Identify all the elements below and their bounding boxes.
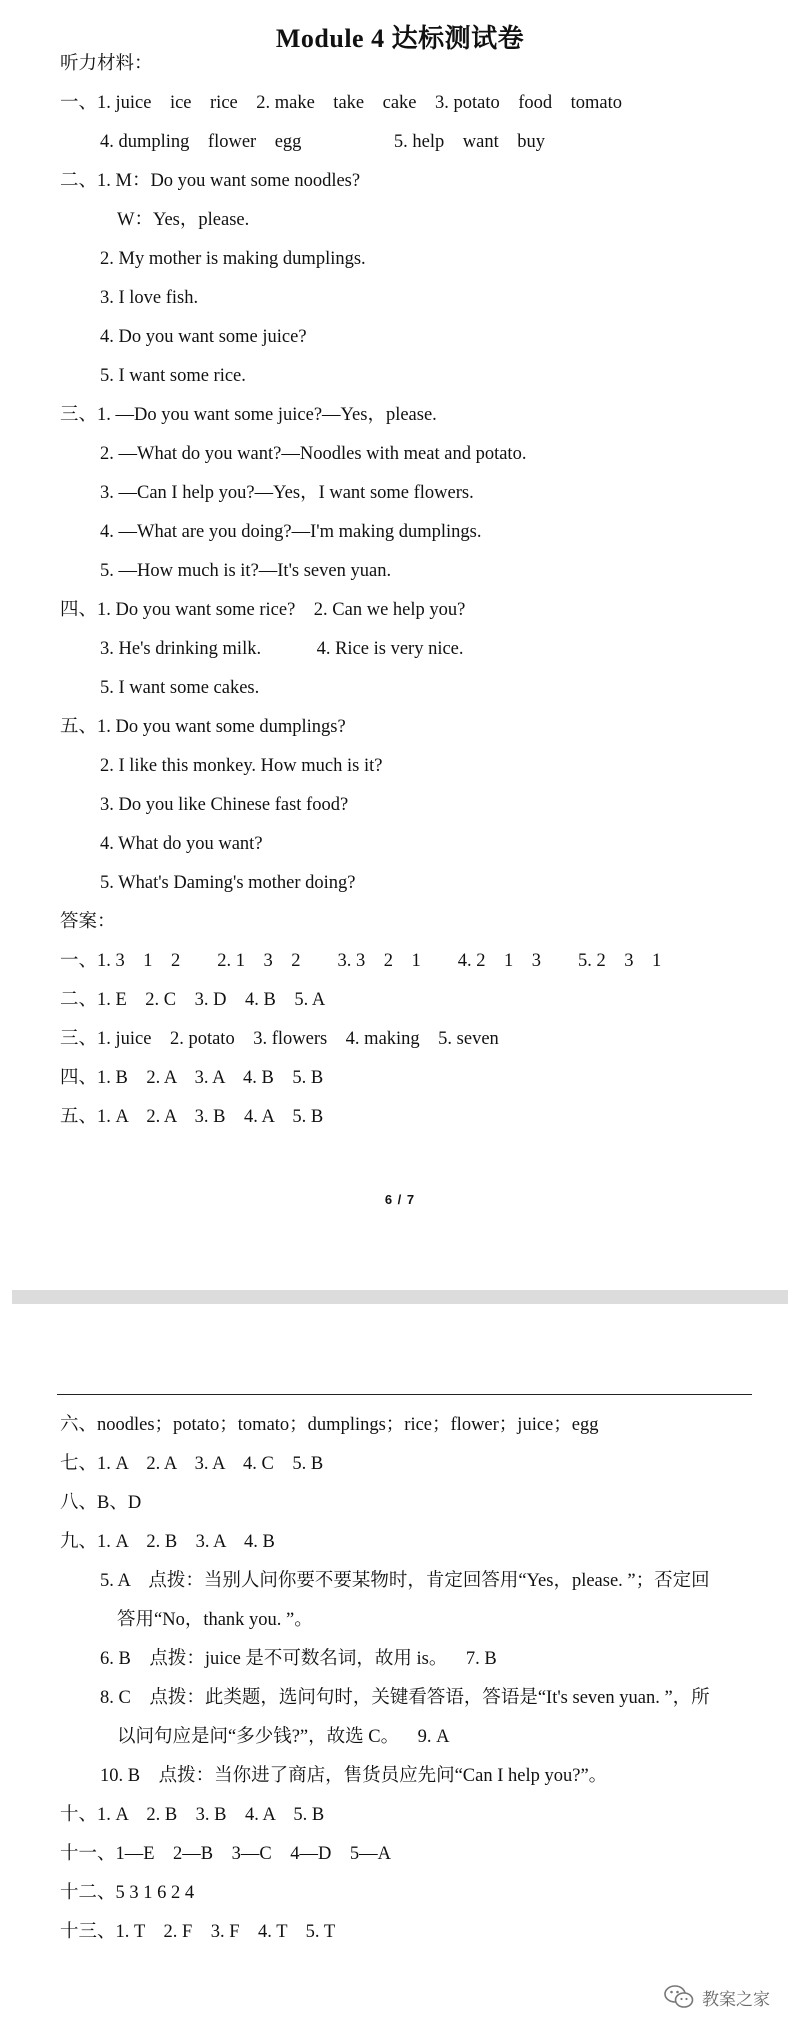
text-line: 一、1. juice ice rice 2. make take cake 3. potato food tomato xyxy=(60,93,623,113)
text-line: 十一、1—E 2—B 3—C 4—D 5—A xyxy=(60,1844,391,1864)
text-line: 4. —What are you doing?—I'm making dumplings. xyxy=(100,522,482,542)
text-line: W：Yes，please. xyxy=(117,210,250,230)
text-line: 一、1. 3 1 2 2. 1 3 2 3. 3 2 1 4. 2 1 3 5. 2 3 1 xyxy=(60,951,662,971)
text-line: 5. I want some rice. xyxy=(100,366,246,386)
wechat-icon xyxy=(664,1984,694,2010)
text-line: 8. C 点拨：此类题，选问句时，关键看答语，答语是“It's seven yuan. ”，所 xyxy=(100,1688,710,1708)
text-line: 5. A 点拨：当别人问你要不要某物时，肯定回答用“Yes，please. ”；否定回 xyxy=(100,1571,710,1591)
text-line: 5. I want some cakes. xyxy=(100,678,260,698)
text-line: 二、1. M：Do you want some noodles? xyxy=(60,171,361,191)
text-line: 五、1. A 2. A 3. B 4. A 5. B xyxy=(60,1107,324,1127)
text-line: 4. Do you want some juice? xyxy=(100,327,307,347)
text-line: 六、noodles；potato；tomato；dumplings；rice；flower；juice；egg xyxy=(60,1415,599,1435)
text-line: 五、1. Do you want some dumplings? xyxy=(60,717,346,737)
text-line: 2. I like this monkey. How much is it? xyxy=(100,756,383,776)
text-line: 2. —What do you want?—Noodles with meat and potato. xyxy=(100,444,527,464)
watermark xyxy=(664,1982,770,2012)
text-line: 八、B、D xyxy=(60,1493,142,1513)
header-rule xyxy=(57,1394,752,1395)
text-line: 3. He's drinking milk. 4. Rice is very nice. xyxy=(100,639,464,659)
text-line: 5. —How much is it?—It's seven yuan. xyxy=(100,561,392,581)
text-line: 3. Do you like Chinese fast food? xyxy=(100,795,349,815)
text-line: 3. —Can I help you?—Yes，I want some flowers. xyxy=(100,483,474,503)
text-line: 10. B 点拨：当你进了商店，售货员应先问“Can I help you?”。 xyxy=(100,1766,608,1786)
watermark-text: 教案之家 xyxy=(702,1989,770,2010)
text-line: 四、1. Do you want some rice? 2. Can we help you? xyxy=(60,600,466,620)
text-line: 九、1. A 2. B 3. A 4. B xyxy=(60,1532,275,1552)
text-line: 4. dumpling flower egg 5. help want buy xyxy=(100,132,545,152)
text-line: 答案： xyxy=(60,912,116,932)
text-line: 以问句应是问“多少钱?”，故选 C。 9. A xyxy=(117,1727,450,1747)
text-line: 2. My mother is making dumplings. xyxy=(100,249,366,269)
text-line: 十、1. A 2. B 3. B 4. A 5. B xyxy=(60,1805,325,1825)
text-line: 3. I love fish. xyxy=(100,288,199,308)
page-separator xyxy=(12,1290,788,1304)
text-line: 5. What's Daming's mother doing? xyxy=(100,873,356,893)
text-line: 听力材料： xyxy=(60,54,153,74)
page-7 xyxy=(0,1304,800,2026)
page-number: 6 / 7 xyxy=(384,1192,416,1207)
text-line: 三、1. juice 2. potato 3. flowers 4. making 5. seven xyxy=(60,1029,499,1049)
text-line: 二、1. E 2. C 3. D 4. B 5. A xyxy=(60,990,326,1010)
text-line: 十三、1. T 2. F 3. F 4. T 5. T xyxy=(60,1922,336,1942)
text-line: 6. B 点拨：juice 是不可数名词，故用 is。 7. B xyxy=(100,1649,497,1669)
text-line: 十二、5 3 1 6 2 4 xyxy=(60,1883,195,1903)
document-title: Module 4 达标测试卷 xyxy=(275,24,525,53)
text-line: 三、1. —Do you want some juice?—Yes，please. xyxy=(60,405,437,425)
text-line: 四、1. B 2. A 3. A 4. B 5. B xyxy=(60,1068,324,1088)
text-line: 答用“No，thank you. ”。 xyxy=(117,1610,313,1630)
text-line: 4. What do you want? xyxy=(100,834,263,854)
text-line: 七、1. A 2. A 3. A 4. C 5. B xyxy=(60,1454,324,1474)
